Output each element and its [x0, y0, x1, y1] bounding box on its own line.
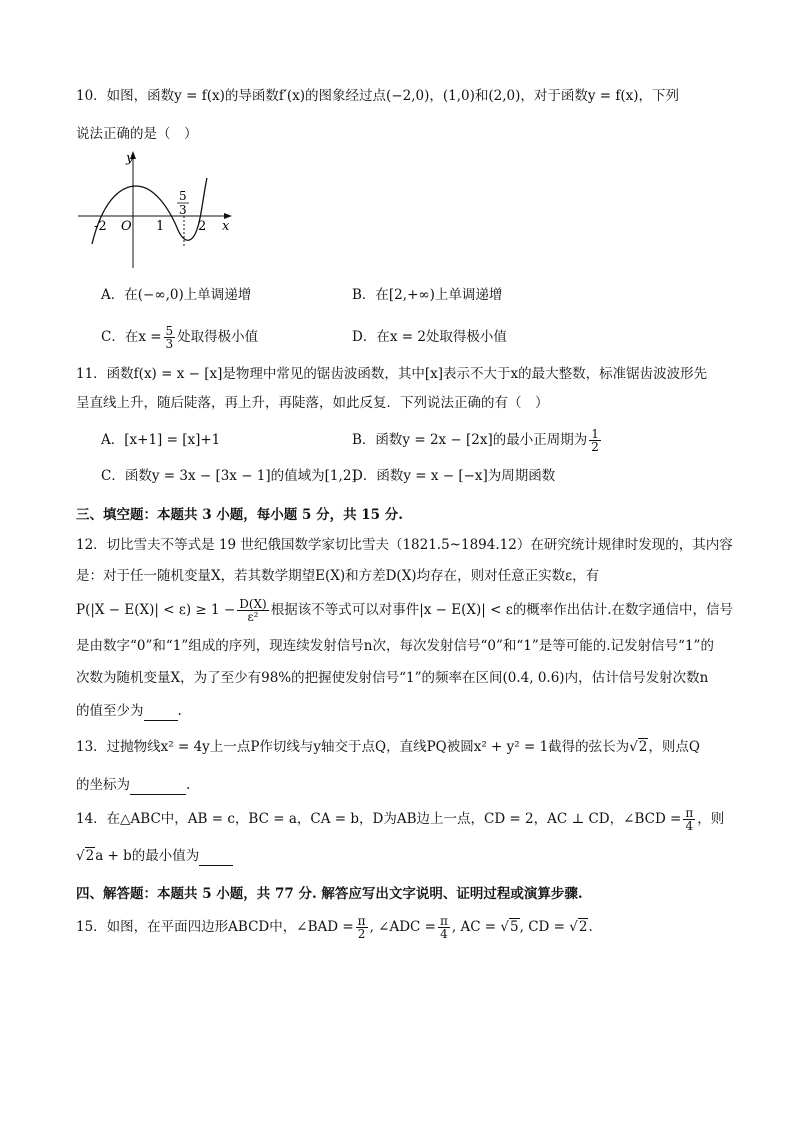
q10-option-c: C．在x = $\frac{5}{3}$ 处取得极小值 [101, 324, 259, 351]
q10-option-d: D．在x = 2处取得极小值 [352, 329, 507, 345]
q11-option-c: C．函数y = 3x − [3x − 1]的值域为[1,2] [101, 468, 357, 484]
q10-option-a: A．在(−∞,0)上单调递增 [101, 287, 252, 303]
q14-line2: √2a + b的最小值为 [76, 846, 734, 866]
q12-line2: 是：对于任一随机变量X，若其数学期望E(X)和方差D(X)均存在，则对任意正实数ε，有 [76, 568, 600, 584]
q11-stem-line1: 11．函数f(x) = x − [x]是物理中常见的锯齿波函数，其中[x]表示不大于x的最大整数，标准锯齿波波形先 [76, 366, 708, 382]
q12-answer-blank [144, 706, 178, 721]
graph-frac-num: 5 [179, 189, 187, 203]
q13-answer-blank [130, 780, 186, 795]
graph-y-label: y [126, 151, 134, 166]
q12-line6: 的值至少为 . [76, 703, 182, 719]
graph-tick-1: 1 [156, 219, 165, 234]
graph-origin-label: O [121, 219, 132, 234]
q10-stem-line2: 说法正确的是（ ） [76, 126, 198, 142]
q12-line3: P(|X − E(X)| < ε) ≥ 1 − $\frac{D(X)}{\text{ε²}}$ 根据该不等式可以对事件|x − E(X)| < ε的概率作出估计.在数字通信中，信号 [76, 597, 734, 624]
q10-derivative-graph [74, 148, 236, 272]
q13-line1: 13．过抛物线x² = 4y上一点P作切线与y轴交于点Q，直线PQ被圆x² + y² = 1截得的弦长为√2，则点Q [76, 739, 700, 755]
graph-frac-den: 3 [179, 203, 187, 217]
q14-line1: 14．在△ABC中，AB = c，BC = a，CA = b，D为AB边上一点，CD = 2，AC ⊥ CD，∠BCD = $\frac{\pi}{4}$ ，则 [76, 806, 725, 833]
section-3-heading: 三、填空题：本题共 3 小题，每小题 5 分，共 15 分. [76, 507, 403, 523]
q12-line1: 12．切比雪夫不等式是 19 世纪俄国数学家切比雪夫（1821.5~1894.12）在研究统计规律时发现的，其内容 [76, 537, 733, 553]
q11-option-a: A．[x+1] = [x]+1 [101, 432, 221, 448]
q12-line5: 次数为随机变量X，为了至少有98%的把握使发射信号“1”的频率在区间(0.4, 0.6)内，估计信号发射次数n [76, 670, 709, 686]
q10-option-b: B．在[2,+∞)上单调递增 [352, 287, 503, 303]
q10-stem-line1: 10．如图，函数y = f(x)的导函数f′(x)的图象经过点(−2,0)，(1,0)和(2,0)，对于函数y = f(x)，下列 [76, 88, 680, 104]
graph-x-label: x [222, 219, 230, 234]
q15-stem: 15．如图，在平面四边形ABCD中，∠BAD = $\frac{\pi}{2}$ , ∠ADC = $\frac{\pi}{4}$ , AC = √5, CD = √2. [76, 914, 593, 941]
section-4-heading: 四、解答题：本题共 5 小题，共 77 分. 解答应写出文字说明、证明过程或演算步骤. [76, 886, 583, 902]
graph-tick-2: 2 [198, 219, 207, 234]
q11-option-b: B．函数y = 2x − [2x]的最小正周期为 $\frac{1}{2}$ [352, 427, 599, 454]
graph-tick-m2: -2 [94, 219, 107, 234]
q13-line2: 的坐标为 . [76, 777, 191, 793]
q11-stem-line2: 呈直线上升，随后陡落，再上升，再陡落，如此反复．下列说法正确的有（ ） [76, 395, 549, 411]
q11-option-d: D．函数y = x − [−x]为周期函数 [352, 468, 556, 484]
q12-line4: 是由数字“0”和“1”组成的序列，现连续发射信号n次，每次发射信号“0”和“1”是等可能的.记发射信号“1”的 [76, 638, 714, 654]
q14-answer-blank [199, 851, 233, 866]
